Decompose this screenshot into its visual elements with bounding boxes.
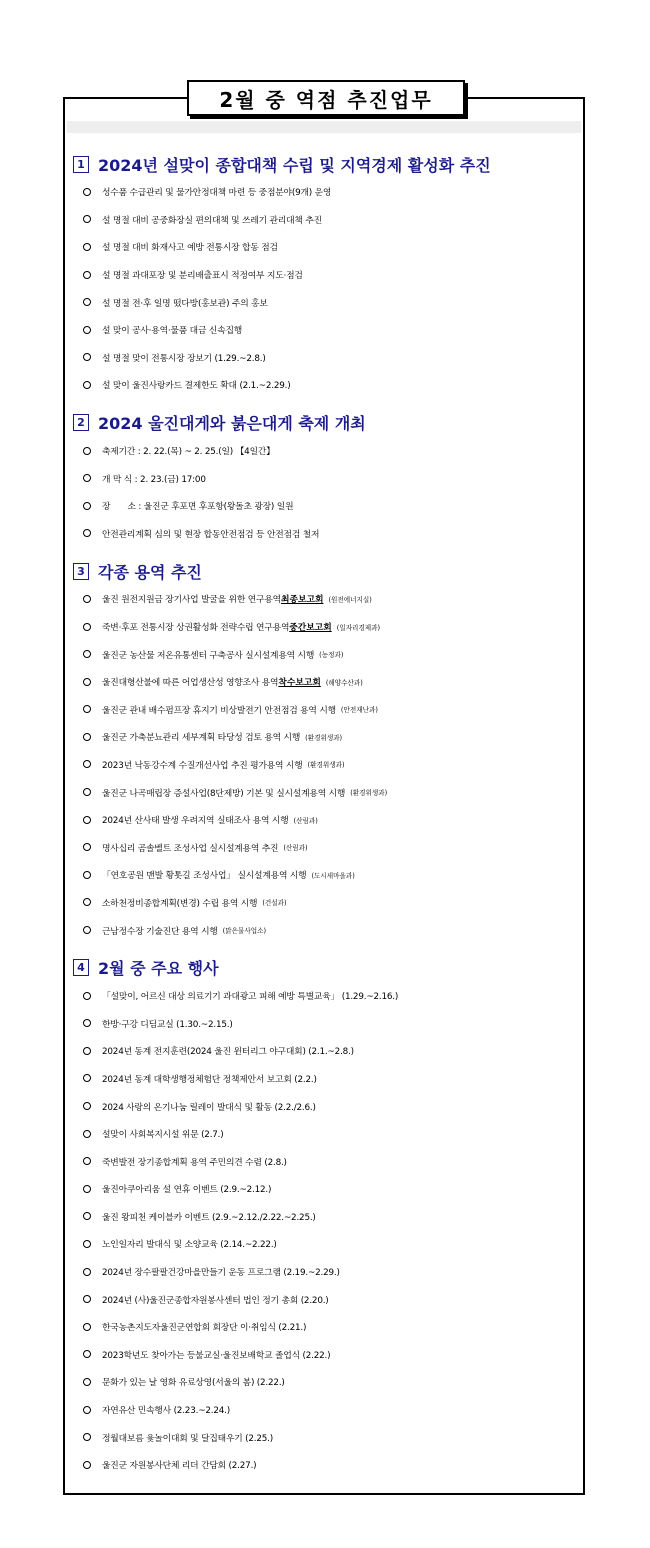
item-emphasis: 중간보고회 (289, 623, 332, 634)
list-item (73, 288, 585, 316)
circle-bullet-icon (83, 1295, 91, 1303)
list-item (73, 1341, 585, 1369)
item-text: 울진군 가축분뇨관리 세부계획 타당성 검토 용역 시행 (102, 733, 301, 744)
list-item (73, 1120, 585, 1148)
item-department: (도시새마을과) (311, 871, 355, 880)
circle-bullet-icon (83, 502, 91, 510)
section-heading (73, 557, 585, 585)
section-title: 2024 울진대게와 붉은대게 축제 개최 (98, 414, 366, 434)
list-item (73, 1203, 585, 1231)
circle-bullet-icon (83, 992, 91, 1000)
list-item (73, 1092, 585, 1120)
list-item (73, 640, 585, 668)
list-item (73, 492, 585, 520)
item-department: (맑은물사업소) (222, 927, 267, 936)
item-text: 울진아쿠아리움 설 연휴 이벤트 (2.9.~2.12.) (102, 1185, 272, 1196)
item-text: 2024년 산사태 발생 우려지역 실태조사 용역 시행 (102, 816, 289, 827)
list-item (73, 206, 585, 234)
section-number: 1 (73, 156, 89, 173)
list-item (73, 861, 585, 889)
list-item (73, 261, 585, 289)
section-title: 2월 중 주요 행사 (98, 959, 219, 979)
item-text: 울진대형산불에 따른 어업생산성 영향조사 용역 (102, 678, 279, 689)
item-department: (농정과) (319, 651, 344, 660)
item-text: 2024년 장수팔팔건강마을만들기 운동 프로그램 (2.19.~2.29.) (102, 1268, 340, 1279)
header-shade (67, 121, 581, 133)
list-item (73, 1258, 585, 1286)
item-text: 2023학년도 찾아가는 등불교실·울진보배학교 졸업식 (2.22.) (102, 1350, 331, 1361)
circle-bullet-icon (83, 705, 91, 713)
item-text: 한국농촌지도자울진군연합회 회장단 이·취임식 (2.21.) (102, 1323, 307, 1334)
list-item (73, 1423, 585, 1451)
item-text: 「설맞이, 어르신 대상 의료기기 과대광고 피해 예방 특별교육」 (1.29.~2.16.) (102, 992, 399, 1003)
item-text: 2024 사랑의 온기나눔 릴레이 발대식 및 활동 (2.2./2.6.) (102, 1102, 316, 1113)
circle-bullet-icon (83, 1406, 91, 1414)
circle-bullet-icon (83, 381, 91, 389)
circle-bullet-icon (83, 1461, 91, 1469)
circle-bullet-icon (83, 926, 91, 934)
item-department: (산림과) (293, 816, 318, 825)
item-text: 설 명절 전·후 일명 떴다방(홍보관) 주의 홍보 (102, 298, 268, 309)
list-item (73, 1285, 585, 1313)
item-text: 설맞이 사회복지시설 위문 (2.7.) (102, 1130, 224, 1141)
circle-bullet-icon (83, 474, 91, 482)
circle-bullet-icon (83, 1433, 91, 1441)
section-heading (73, 150, 585, 178)
item-text: 죽변·후포 전통시장 상권활성화 전략수립 연구용역 (102, 623, 290, 634)
item-text: 성수품 수급관리 및 물가안정대책 마련 등 중점분야(9개) 운영 (102, 188, 332, 199)
list-item (73, 437, 585, 465)
circle-bullet-icon (83, 529, 91, 537)
circle-bullet-icon (83, 843, 91, 851)
item-department: (일자리경제과) (336, 623, 381, 632)
list-item (73, 778, 585, 806)
item-text: 죽변발전 장기종합계획 용역 주민의견 수렴 (2.8.) (102, 1157, 287, 1168)
circle-bullet-icon (83, 1019, 91, 1027)
list-item (73, 982, 585, 1010)
list-item (73, 585, 585, 613)
circle-bullet-icon (83, 871, 91, 879)
section-heading (73, 409, 585, 437)
item-department: (환경위생과) (307, 761, 345, 770)
list-item (73, 1396, 585, 1424)
item-text: 설 명절 대비 공중화장실 편의대책 및 쓰레기 관리대책 추진 (102, 215, 322, 226)
item-text: 노인일자리 발대식 및 소양교육 (2.14.~2.22.) (102, 1240, 277, 1251)
circle-bullet-icon (83, 1350, 91, 1358)
list-item (73, 1009, 585, 1037)
list-item (73, 344, 585, 372)
item-text: 설 명절 맞이 전통시장 장보기 (1.29.~2.8.) (102, 353, 266, 364)
list-item (73, 371, 585, 399)
list-item (73, 723, 585, 751)
item-department: (안전재난과) (340, 706, 378, 715)
item-text: 문화가 있는 날 영화 유료상영(서울의 봄) (2.22.) (102, 1378, 285, 1389)
list-item (73, 889, 585, 917)
list-item (73, 1065, 585, 1093)
section-heading (73, 954, 585, 982)
item-text: 설 맞이 공사·용역·물품 대금 신속집행 (102, 326, 243, 337)
circle-bullet-icon (83, 243, 91, 251)
section-title: 2024년 설맞이 종합대책 수립 및 지역경제 활성화 추진 (98, 155, 491, 175)
list-item (73, 806, 585, 834)
section-number: 2 (73, 414, 89, 431)
item-text: 한방·구강 디딤교실 (1.30.~2.15.) (102, 1019, 233, 1030)
circle-bullet-icon (83, 353, 91, 361)
item-department: (건설과) (262, 899, 287, 908)
item-text: 개 막 식 : 2. 23.(금) 17:00 (102, 474, 206, 485)
page-title: 2월 중 역점 추진업무 (187, 80, 465, 116)
item-text: 울진 원전지원금 장기사업 발굴을 위한 연구용역 (102, 595, 281, 606)
circle-bullet-icon (83, 215, 91, 223)
list-item (73, 696, 585, 724)
circle-bullet-icon (83, 678, 91, 686)
circle-bullet-icon (83, 1185, 91, 1193)
circle-bullet-icon (83, 271, 91, 279)
section-number: 4 (73, 959, 89, 976)
circle-bullet-icon (83, 816, 91, 824)
item-department: (환경위생과) (305, 733, 343, 742)
list-item (73, 520, 585, 548)
circle-bullet-icon (83, 1047, 91, 1055)
item-department: (원전에너지실) (328, 595, 372, 604)
item-text: 2024년 (사)울진군종합자원봉사센터 법인 정기 총회 (2.20.) (102, 1295, 329, 1306)
circle-bullet-icon (83, 1240, 91, 1248)
circle-bullet-icon (83, 1323, 91, 1331)
circle-bullet-icon (83, 1378, 91, 1386)
circle-bullet-icon (83, 188, 91, 196)
circle-bullet-icon (83, 1102, 91, 1110)
list-item (73, 1451, 585, 1479)
list-item (73, 751, 585, 779)
item-text: 소하천정비종합계획(변경) 수립 용역 시행 (102, 898, 258, 909)
section-title: 각종 용역 추진 (98, 562, 202, 582)
circle-bullet-icon (83, 788, 91, 796)
item-text: 울진 왕피천 케이블카 이벤트 (2.9.~2.12./2.22.~2.25.) (102, 1212, 316, 1223)
item-department: (환경위생과) (350, 789, 388, 798)
document-body (73, 150, 585, 1479)
list-item (73, 916, 585, 944)
item-department: (산림과) (283, 844, 308, 853)
circle-bullet-icon (83, 447, 91, 455)
item-text: 설 명절 과대포장 및 분리배출표시 적정여부 지도·점검 (102, 271, 303, 282)
list-item (73, 1037, 585, 1065)
item-text: 「연호공원 맨발 황톳길 조성사업」 실시설계용역 시행 (102, 871, 307, 882)
list-item (73, 233, 585, 261)
item-text: 명사십리 곰솔벨트 조성사업 실시설계용역 추진 (102, 843, 279, 854)
list-item (73, 1230, 585, 1258)
list-item (73, 1313, 585, 1341)
item-text: 안전관리계획 심의 및 현장 합동안전점검 등 안전점검 철저 (102, 529, 320, 540)
list-item (73, 1175, 585, 1203)
list-item (73, 464, 585, 492)
list-item (73, 613, 585, 641)
circle-bullet-icon (83, 1130, 91, 1138)
circle-bullet-icon (83, 298, 91, 306)
circle-bullet-icon (83, 760, 91, 768)
item-text: 자연유산 민속행사 (2.23.~2.24.) (102, 1406, 230, 1417)
item-text: 2023년 낙동강수계 수질개선사업 추진 평가용역 시행 (102, 760, 303, 771)
item-text: 정월대보름 윷놀이대회 및 달집태우기 (2.25.) (102, 1433, 273, 1444)
item-text: 근남정수장 기술진단 용역 시행 (102, 926, 218, 937)
item-text: 2024년 동계 전지훈련(2024 울진 윈터리그 야구대회) (2.1.~2.8.) (102, 1047, 354, 1058)
item-text: 장 소 : 울진군 후포면 후포항(왕돌초 광장) 일원 (102, 502, 294, 513)
circle-bullet-icon (83, 1212, 91, 1220)
section-number: 3 (73, 563, 89, 580)
item-text: 울진군 나곡매립장 증설사업(8단제방) 기본 및 실시설계용역 시행 (102, 788, 346, 799)
circle-bullet-icon (83, 898, 91, 906)
circle-bullet-icon (83, 650, 91, 658)
circle-bullet-icon (83, 733, 91, 741)
circle-bullet-icon (83, 326, 91, 334)
circle-bullet-icon (83, 1157, 91, 1165)
item-emphasis: 착수보고회 (278, 678, 321, 689)
item-department: (해양수산과) (325, 678, 363, 687)
item-text: 축제기간 : 2. 22.(목) ~ 2. 25.(일) 【4일간】 (102, 447, 275, 458)
item-text: 울진군 자원봉사단체 리더 간담회 (2.27.) (102, 1461, 257, 1472)
list-item (73, 1147, 585, 1175)
item-text: 설 맞이 울진사랑카드 결제한도 확대 (2.1.~2.29.) (102, 381, 291, 392)
list-item (73, 668, 585, 696)
item-text: 울진군 관내 배수펌프장 휴지기 비상발전기 안전점검 용역 시행 (102, 705, 336, 716)
list-item (73, 178, 585, 206)
circle-bullet-icon (83, 595, 91, 603)
circle-bullet-icon (83, 1268, 91, 1276)
circle-bullet-icon (83, 1074, 91, 1082)
circle-bullet-icon (83, 623, 91, 631)
item-text: 울진군 농산물 저온유통센터 구축공사 실시설계용역 시행 (102, 650, 315, 661)
item-text: 2024년 동계 대학생행정체험단 정책제안서 보고회 (2.2.) (102, 1074, 317, 1085)
list-item (73, 833, 585, 861)
list-item (73, 316, 585, 344)
item-emphasis: 최종보고회 (280, 595, 324, 606)
list-item (73, 1368, 585, 1396)
item-text: 설 명절 대비 화재사고 예방 전통시장 합동 점검 (102, 243, 278, 254)
